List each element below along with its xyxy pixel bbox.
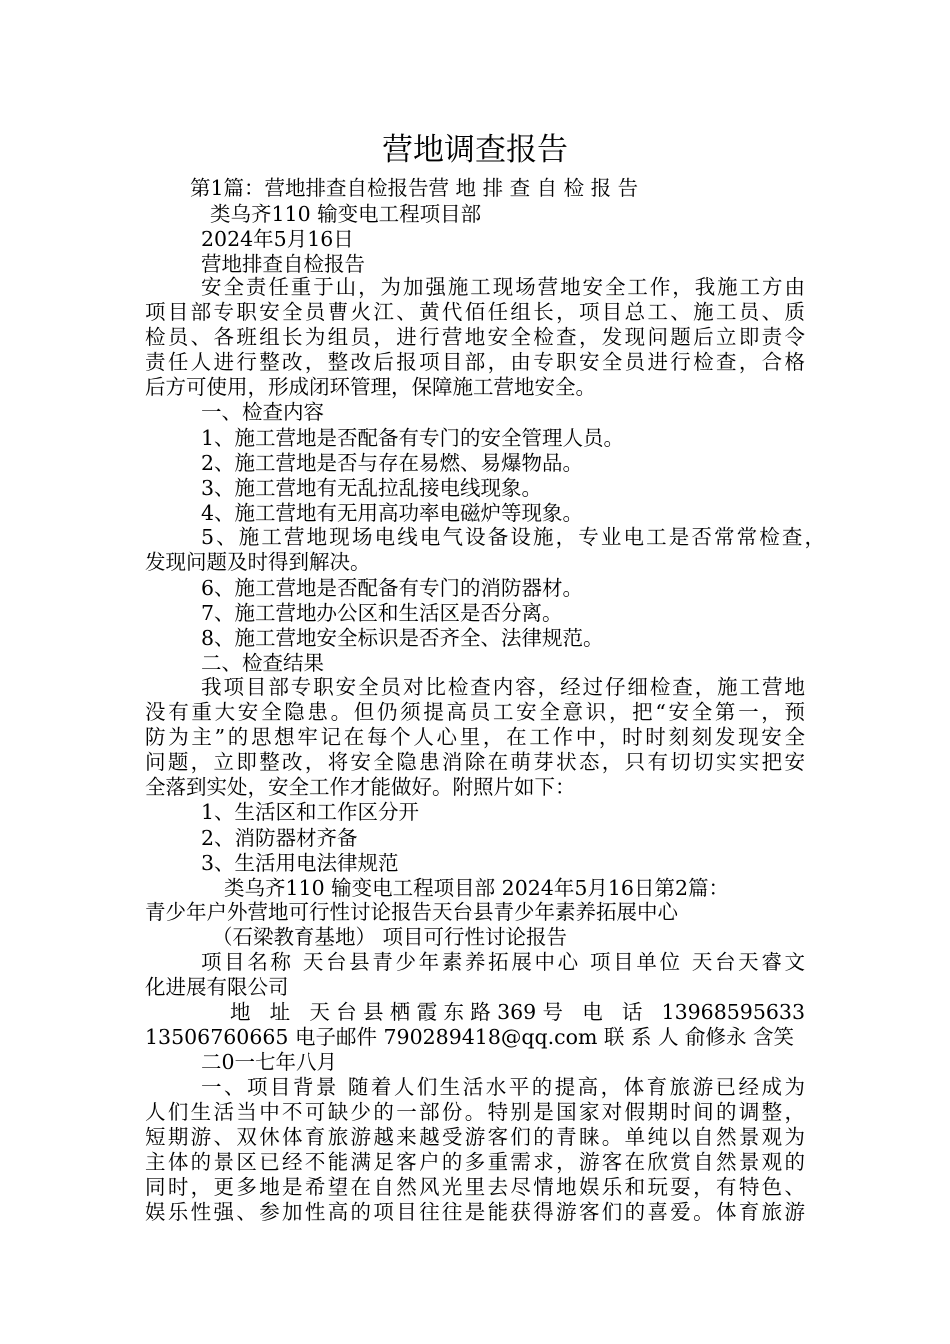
text-line: 青少年户外营地可行性讨论报告天台县青少年素养拓展中心 <box>145 900 678 924</box>
text-line: 项目部专职安全员曹火江、黄代佰任组长，项目总工、施工员、质 <box>145 300 805 324</box>
list-item: 1、生活区和工作区分开 <box>201 800 420 824</box>
text-line: 同时，更多地是希望在自然风光里去尽情地娱乐和玩耍，有特色、 <box>145 1175 805 1199</box>
text-line: 类乌齐110 输变电工程项目部 <box>210 202 482 226</box>
text-line: （石梁教育基地） 项目可行性讨论报告 <box>212 925 568 949</box>
document-title: 营地调查报告 <box>382 132 568 168</box>
text-line: 营地排查自检报告 <box>201 252 365 276</box>
list-item: 2、消防器材齐备 <box>201 826 358 850</box>
text-line: 后方可使用，形成闭环管理，保障施工营地安全。 <box>145 375 596 399</box>
list-item: 5、施工营地现场电线电气设备设施，专业电工是否常常检查， <box>201 525 825 549</box>
section-heading: 一、检查内容 <box>201 400 324 424</box>
text-line: 第1篇：营地排查自检报告营 地 排 查 自 检 报 告 <box>190 176 639 200</box>
text-line: 类乌齐110 输变电工程项目部 2024年5月16日第2篇： <box>224 876 730 900</box>
list-item: 7、施工营地办公区和生活区是否分离。 <box>201 601 563 625</box>
text-line: 一、项目背景 随着人们生活水平的提高，体育旅游已经成为 <box>201 1075 805 1099</box>
text-line: 没有重大安全隐患。但仍须提高员工安全意识，把“安全第一，预 <box>145 700 805 724</box>
text-line: 二0一七年八月 <box>201 1050 338 1074</box>
list-item: 3、施工营地有无乱拉乱接电线现象。 <box>201 476 543 500</box>
text-line: 全落到实处，安全工作才能做好。附照片如下： <box>145 775 576 799</box>
text-line: 13506760665 电子邮件 790289418@qq.com 联 系 人 俞修永 含笑 <box>145 1025 794 1049</box>
list-item: 4、施工营地有无用高功率电磁炉等现象。 <box>201 501 584 525</box>
text-line: 问题，立即整改，将安全隐患消除在萌芽状态，只有切切实实把安 <box>145 750 805 774</box>
text-line: 我项目部专职安全员对比检查内容，经过仔细检查，施工营地 <box>201 675 805 699</box>
list-item: 6、施工营地是否配备有专门的消防器材。 <box>201 576 584 600</box>
text-line: 化进展有限公司 <box>145 975 289 999</box>
section-heading: 二、检查结果 <box>201 651 324 675</box>
list-item: 3、生活用电法律规范 <box>201 851 399 875</box>
text-line: 地 址 天台县栖霞东路369号 电 话 13968595633 <box>230 1000 805 1024</box>
text-line: 检员、各班组长为组员，进行营地安全检查，发现问题后立即责令 <box>145 325 805 349</box>
list-item: 1、施工营地是否配备有专门的安全管理人员。 <box>201 426 625 450</box>
text-line: 发现问题及时得到解决。 <box>145 550 371 574</box>
text-line: 人们生活当中不可缺少的一部份。特别是国家对假期时间的调整， <box>145 1100 805 1124</box>
list-item: 8、施工营地安全标识是否齐全、法律规范。 <box>201 626 604 650</box>
list-item: 2、施工营地是否与存在易燃、易爆物品。 <box>201 451 584 475</box>
text-line: 2024年5月16日 <box>201 227 354 251</box>
text-line: 安全责任重于山，为加强施工现场营地安全工作，我施工方由 <box>201 275 805 299</box>
text-line: 防为主”的思想牢记在每个人心里，在工作中，时时刻刻发现安全 <box>145 725 805 749</box>
text-line: 项目名称 天台县青少年素养拓展中心 项目单位 天台天睿文 <box>201 950 805 974</box>
text-line: 主体的景区已经不能满足客户的多重需求，游客在欣赏自然景观的 <box>145 1150 805 1174</box>
text-line: 责任人进行整改，整改后报项目部，由专职安全员进行检查，合格 <box>145 350 805 374</box>
text-line: 娱乐性强、参加性高的项目往往是能获得游客们的喜爱。体育旅游 <box>145 1200 805 1224</box>
text-line: 短期游、双休体育旅游越来越受游客们的青睐。单纯以自然景观为 <box>145 1125 805 1149</box>
